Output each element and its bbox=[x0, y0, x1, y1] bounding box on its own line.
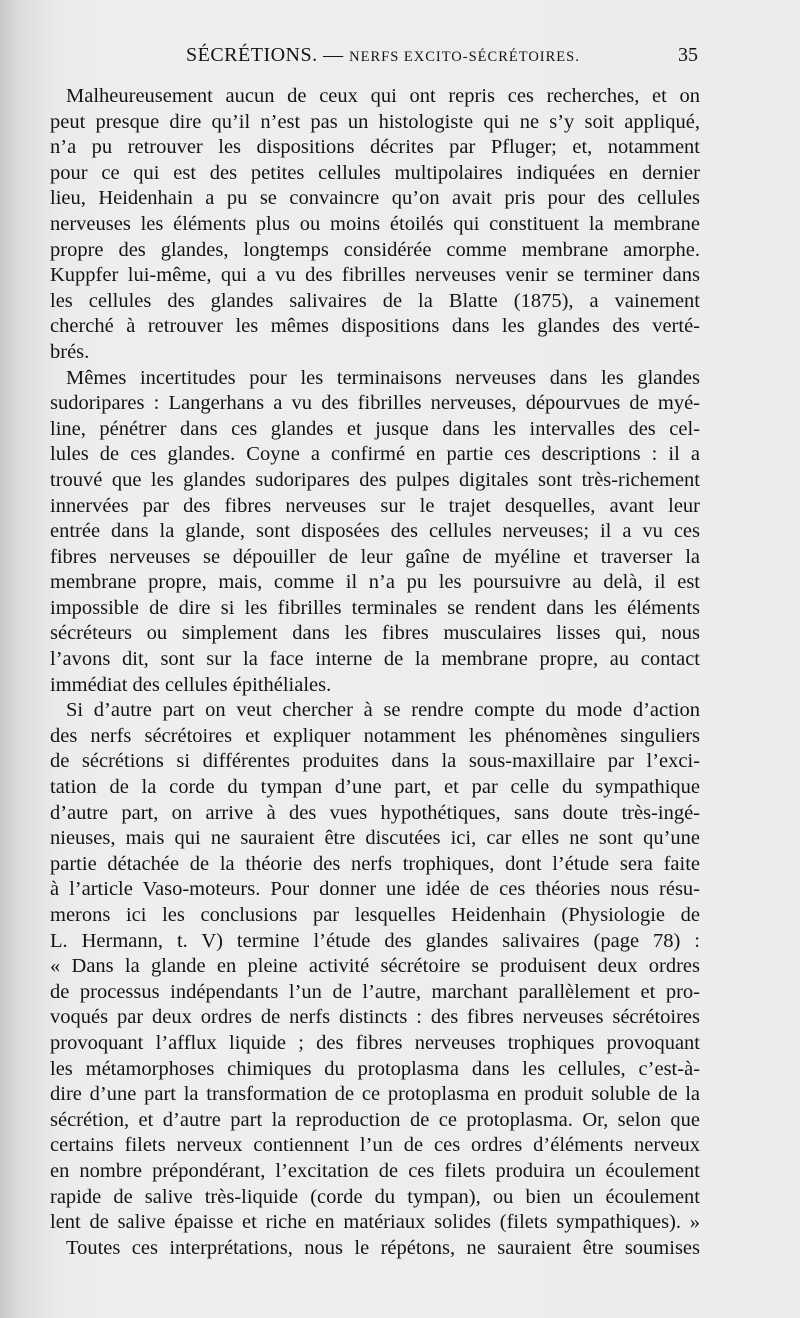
text-line: Kuppfer lui-même, qui a vu des fibrilles nerveuses venir se terminer dans bbox=[50, 264, 700, 287]
text-line: voqués par deux ordres de nerfs distincts : des fibres nerveuses sécrétoires bbox=[50, 1006, 700, 1029]
text-line: de sécrétions si différentes produites dans la sous-maxillaire par l’exci- bbox=[50, 750, 700, 773]
text-line: innervées par des fibres nerveuses sur le trajet desquelles, avant leur bbox=[50, 494, 700, 517]
text-line: des nerfs sécrétoires et expliquer notamment les phénomènes singuliers bbox=[50, 724, 700, 747]
text-line: de processus indépendants l’un de l’autre, marchant parallèlement et pro- bbox=[50, 980, 700, 1003]
section-subtitle: NERFS EXCITO-SÉCRÉTOIRES. bbox=[349, 49, 580, 65]
text-line: lent de salive épaisse et riche en matériaux solides (filets sympathiques). » bbox=[50, 1211, 700, 1234]
text-line: immédiat des cellules épithéliales. bbox=[50, 673, 332, 696]
text-line: tation de la corde du tympan d’une part, et par celle du sympathique bbox=[50, 776, 700, 799]
text-line: d’autre part, on arrive à des vues hypothétiques, sans doute très-ingé- bbox=[50, 801, 700, 824]
text-line: pour ce qui est des petites cellules multipolaires indiquées en dernier bbox=[50, 161, 700, 184]
text-line: merons ici les conclusions par lesquelles Heidenhain (Physiologie de bbox=[50, 904, 700, 926]
text-line: en nombre prépondérant, l’excitation de ces filets produira un écoulement bbox=[50, 1159, 700, 1182]
text-line: les métamorphoses chimiques du protoplasma dans les cellules, c’est-à- bbox=[50, 1057, 700, 1080]
text-line: dire d’une part la transformation de ce protoplasma en produit soluble de la bbox=[50, 1083, 700, 1106]
text-line: propre des glandes, longtemps considérée comme membrane amorphe. bbox=[50, 238, 700, 261]
text-line: à l’article Vaso-moteurs. Pour donner une idée de ces théories nous résu- bbox=[50, 878, 700, 901]
text-line: nerveuses les éléments plus ou moins étoilés qui constituent la membrane bbox=[50, 212, 700, 235]
text-line: Toutes ces interprétations, nous le répétons, ne sauraient être soumises bbox=[66, 1236, 700, 1259]
text-line: Mêmes incertitudes pour les terminaisons nerveuses dans les glandes bbox=[66, 366, 700, 389]
text-line: membrane propre, mais, comme il n’a pu les poursuivre au delà, il est bbox=[50, 571, 700, 594]
text-line: fibres nerveuses se dépouiller de leur gaîne de myéline et traverser la bbox=[50, 545, 700, 568]
page-number: 35 bbox=[678, 44, 698, 66]
chapter-title: SÉCRÉTIONS. bbox=[186, 44, 318, 66]
text-line: n’a pu retrouver les dispositions décrites par Pfluger; et, notamment bbox=[50, 136, 700, 159]
title-dash: — bbox=[323, 44, 344, 66]
text-line: sudoripares : Langerhans a vu des fibrilles nerveuses, dépourvues de myé- bbox=[50, 392, 700, 415]
text-line: cherché à retrouver les mêmes dispositions dans les glandes des verté- bbox=[50, 315, 700, 338]
text-line: L. Hermann, t. V) termine l’étude des glandes salivaires (page 78) : bbox=[50, 929, 700, 952]
text-line: lules de ces glandes. Coyne a confirmé en partie ces descriptions : il a bbox=[50, 443, 700, 466]
running-title bbox=[186, 44, 580, 67]
text-line: impossible de dire si les fibrilles terminales se rendent dans les éléments bbox=[50, 596, 700, 619]
text-line: provoquant l’afflux liquide ; des fibres nerveuses trophiques provoquant bbox=[50, 1031, 700, 1054]
text-line: nieuses, mais qui ne sauraient être discutées ici, car elles ne sont qu’une bbox=[50, 827, 700, 850]
text-line: les cellules des glandes salivaires de la Blatte (1875), a vainement bbox=[50, 289, 700, 312]
text-line: l’avons dit, sont sur la face interne de la membrane propre, au contact bbox=[50, 648, 700, 671]
text-line: brés. bbox=[50, 340, 90, 363]
text-line: partie détachée de la théorie des nerfs trophiques, dont l’étude sera faite bbox=[50, 852, 700, 875]
text-line: sécréteurs ou simplement dans les fibres musculaires lisses qui, nous bbox=[50, 622, 700, 645]
text-line: certains filets nerveux contiennent l’un de ces ordres d’éléments nerveux bbox=[50, 1134, 700, 1157]
running-header bbox=[186, 44, 698, 74]
text-line: Si d’autre part on veut chercher à se rendre compte du mode d’action bbox=[66, 699, 700, 722]
text-line: Malheureusement aucun de ceux qui ont repris ces recherches, et on bbox=[66, 85, 700, 107]
text-line: sécrétion, et d’autre part la reproduction de ce protoplasma. Or, selon que bbox=[50, 1108, 700, 1131]
text-line: entrée dans la glande, sont disposées des cellules nerveuses; il a vu ces bbox=[50, 520, 700, 543]
text-line: rapide de salive très-liquide (corde du tympan), ou bien un écoulement bbox=[50, 1185, 700, 1208]
body-text bbox=[50, 84, 700, 1261]
text-line: trouvé que les glandes sudoripares des pulpes digitales sont très-richement bbox=[50, 468, 700, 491]
text-line: peut presque dire qu’il n’est pas un histologiste qui ne s’y soit appliqué, bbox=[50, 110, 700, 133]
text-line: line, pénétrer dans ces glandes et jusque dans les intervalles des cel- bbox=[50, 417, 700, 440]
text-line: lieu, Heidenhain a pu se convaincre qu’on avait pris pour des cellules bbox=[50, 187, 700, 210]
text-line: « Dans la glande en pleine activité sécrétoire se produisent deux ordres bbox=[50, 955, 700, 978]
